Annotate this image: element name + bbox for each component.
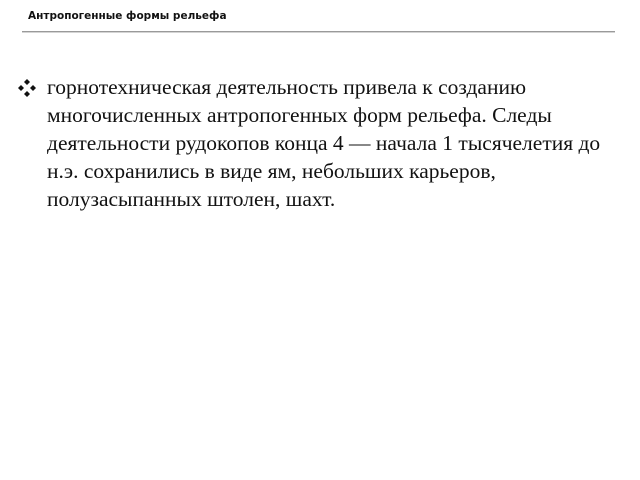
slide-title: Антропогенные формы рельефа [28, 10, 227, 22]
title-divider [22, 31, 615, 33]
bullet-item [16, 73, 616, 213]
diamond-bullet-icon [18, 79, 36, 97]
slide-body [16, 73, 616, 213]
bullet-text: горнотехническая деятельность привела к созданию многочисленных антропогенных форм рельефа. Следы деятельности рудокопов конца 4 — начала 1 тысячелетия до н.э. сохранились в виде ям, небольших карьеров, полузасыпанных штолен, шахт. [47, 75, 601, 211]
